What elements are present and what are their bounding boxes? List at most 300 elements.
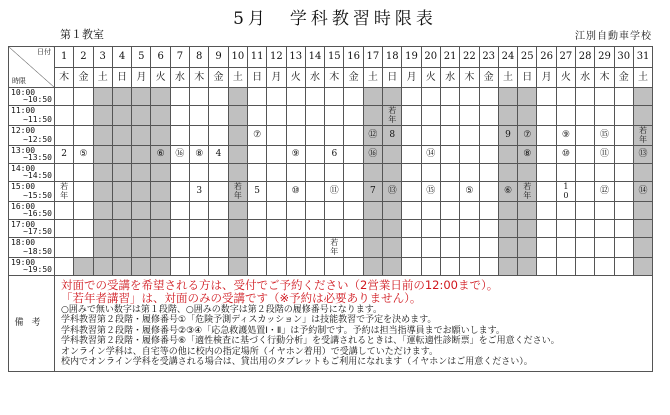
empty-cell [344,106,363,126]
period-time [9,258,55,276]
empty-cell [267,220,286,238]
header-corner [9,47,55,88]
empty-cell [479,202,498,220]
empty-cell [421,258,440,276]
empty-cell [576,182,595,202]
empty-cell [151,258,170,276]
lesson-cell [595,182,614,202]
lesson-number: ⑥ [156,149,165,159]
empty-cell [190,126,209,146]
empty-cell [190,106,209,126]
empty-cell [595,106,614,126]
empty-cell [305,220,324,238]
empty-cell [112,146,131,164]
empty-cell [267,88,286,106]
note-line-5: オンライン学科は、自宅等の他に校内の指定場所（イヤホン着用）で受講していただけます。 [61,346,439,357]
period-time [9,146,55,164]
empty-cell [421,126,440,146]
weekday-label: 水 [305,68,324,88]
lesson-number: 若年 [388,106,397,124]
empty-cell [402,258,421,276]
lesson-cell [595,126,614,146]
empty-cell [344,88,363,106]
note-reservation: 対面での受講を希望される方は、受付でご予約ください（2営業日前の12:00まで）。 [61,278,499,292]
empty-cell [286,202,305,220]
empty-cell [518,238,537,258]
corner-period-label: 時限 [12,77,26,85]
notes-row [9,276,653,372]
empty-cell [479,164,498,182]
day-number: 5 [132,47,151,68]
empty-cell [151,182,170,202]
empty-cell [325,88,344,106]
empty-cell [595,258,614,276]
period-time [9,182,55,202]
lesson-cell [286,146,305,164]
empty-cell [286,106,305,126]
day-number: 24 [498,47,517,68]
empty-cell [93,220,112,238]
empty-cell [267,126,286,146]
day-number: 29 [595,47,614,68]
empty-cell [498,164,517,182]
lesson-cell [190,146,209,164]
lesson-cell [556,182,575,202]
empty-cell [440,238,459,258]
lesson-number: ⑬ [638,149,648,159]
day-number: 8 [190,47,209,68]
empty-cell [190,88,209,106]
empty-cell [402,146,421,164]
weekday-label: 火 [286,68,305,88]
day-number: 13 [286,47,305,68]
empty-cell [421,164,440,182]
empty-cell [112,238,131,258]
weekday-label: 月 [402,68,421,88]
empty-cell [518,220,537,238]
period-time [9,126,55,146]
empty-cell [132,238,151,258]
empty-cell [537,182,556,202]
day-number: 15 [325,47,344,68]
empty-cell [74,238,93,258]
empty-cell [286,238,305,258]
period-end-time: ~10:50 [23,95,52,104]
empty-cell [576,220,595,238]
empty-cell [537,238,556,258]
empty-cell [247,88,266,106]
empty-cell [537,202,556,220]
lesson-cell [498,126,517,146]
empty-cell [74,220,93,238]
empty-cell [537,258,556,276]
lesson-cell [633,146,652,164]
empty-cell [460,202,479,220]
day-number: 11 [247,47,266,68]
period-row [9,88,653,106]
lesson-number: 6 [331,149,338,159]
empty-cell [55,238,74,258]
weekday-label: 金 [344,68,363,88]
lesson-number: ⑪ [329,186,339,196]
period-row [9,182,653,202]
empty-cell [228,164,247,182]
empty-cell [228,258,247,276]
empty-cell [402,220,421,238]
empty-cell [55,220,74,238]
lesson-number: 若年 [639,126,648,144]
lesson-number: ⑤ [79,149,88,159]
empty-cell [286,88,305,106]
note-line-6: 校内でオンライン学科を受講される場合は、貸出用のタブレットもご利用になれます（イヤホンはご用意ください）。 [61,357,533,368]
empty-cell [576,106,595,126]
empty-cell [498,202,517,220]
empty-cell [614,164,633,182]
day-number: 3 [93,47,112,68]
note-line-3: 学科教習第２段階・履修番号②③④「応急救護処置Ⅰ・Ⅱ」は予約制です。予約は担当指導員までお願いします。 [61,325,505,336]
empty-cell [479,126,498,146]
empty-cell [576,238,595,258]
day-number: 1 [55,47,74,68]
weekday-label: 木 [460,68,479,88]
empty-cell [402,88,421,106]
lesson-cell [383,182,402,202]
empty-cell [460,220,479,238]
empty-cell [132,88,151,106]
weekday-label: 土 [498,68,517,88]
empty-cell [440,258,459,276]
empty-cell [344,258,363,276]
empty-cell [132,164,151,182]
empty-cell [498,146,517,164]
empty-cell [325,220,344,238]
empty-cell [633,106,652,126]
empty-cell [151,126,170,146]
empty-cell [556,258,575,276]
empty-cell [132,258,151,276]
lesson-number: ⑤ [465,186,474,196]
empty-cell [344,202,363,220]
empty-cell [479,258,498,276]
empty-cell [286,258,305,276]
empty-cell [93,238,112,258]
weekday-label: 日 [518,68,537,88]
lesson-cell [325,238,344,258]
lesson-number: 8 [389,130,396,140]
lesson-number: 若年 [233,182,242,200]
empty-cell [170,202,189,220]
empty-cell [112,258,131,276]
empty-cell [460,238,479,258]
empty-cell [325,164,344,182]
empty-cell [55,88,74,106]
empty-cell [498,238,517,258]
empty-cell [112,220,131,238]
empty-cell [402,106,421,126]
empty-cell [440,146,459,164]
day-number: 27 [556,47,575,68]
empty-cell [132,106,151,126]
empty-cell [498,88,517,106]
empty-cell [190,164,209,182]
empty-cell [247,258,266,276]
lesson-number: ⑧ [195,149,204,159]
empty-cell [614,182,633,202]
period-start-time: 13:00 [11,146,36,155]
lesson-cell [325,182,344,202]
day-number: 18 [383,47,402,68]
note-youth-course: 「若年者講習」は、対面のみの受講です（※予約は必要ありません）。 [61,291,422,305]
empty-cell [132,182,151,202]
empty-cell [633,258,652,276]
lesson-cell [421,146,440,164]
lesson-cell [518,146,537,164]
lesson-number: 5 [254,186,260,196]
empty-cell [595,220,614,238]
lesson-cell [518,182,537,202]
lesson-cell [151,146,170,164]
weekday-label: 土 [633,68,652,88]
empty-cell [190,238,209,258]
lesson-number: ⑮ [599,130,609,140]
period-start-time: 18:00 [11,238,36,247]
empty-cell [363,106,382,126]
period-row [9,106,653,126]
empty-cell [383,146,402,164]
empty-cell [518,88,537,106]
lesson-cell [74,146,93,164]
lesson-cell [421,182,440,202]
lesson-number: 2 [61,149,68,159]
empty-cell [74,106,93,126]
empty-cell [228,146,247,164]
lesson-cell [363,126,382,146]
empty-cell [112,202,131,220]
lesson-cell [383,126,402,146]
empty-cell [228,202,247,220]
empty-cell [247,220,266,238]
empty-cell [383,238,402,258]
lesson-number: ⑦ [523,130,532,140]
day-number: 17 [363,47,382,68]
empty-cell [247,146,266,164]
empty-cell [209,238,228,258]
empty-cell [286,126,305,146]
empty-cell [344,182,363,202]
empty-cell [440,182,459,202]
empty-cell [479,220,498,238]
empty-cell [498,220,517,238]
lesson-number: 10 [563,182,569,200]
empty-cell [363,238,382,258]
period-end-time: ~13:50 [23,153,52,162]
lesson-cell [55,182,74,202]
weekday-label: 金 [479,68,498,88]
lesson-number: 若年 [330,238,339,256]
empty-cell [344,220,363,238]
empty-cell [247,238,266,258]
empty-cell [633,164,652,182]
empty-cell [325,202,344,220]
empty-cell [383,164,402,182]
empty-cell [383,202,402,220]
lesson-number: ⑪ [599,149,609,159]
day-number: 12 [267,47,286,68]
period-start-time: 11:00 [11,106,36,115]
empty-cell [595,202,614,220]
empty-cell [460,106,479,126]
lesson-number: ⑮ [426,186,436,196]
empty-cell [518,106,537,126]
notes-label: 備考 [9,276,55,372]
empty-cell [633,220,652,238]
empty-cell [170,106,189,126]
empty-cell [556,88,575,106]
empty-cell [267,238,286,258]
empty-cell [556,106,575,126]
lesson-number: ⑫ [599,186,609,196]
empty-cell [151,88,170,106]
lesson-cell [325,146,344,164]
empty-cell [74,164,93,182]
empty-cell [537,88,556,106]
lesson-number: ⑦ [253,130,262,140]
school-name: 江別自動車学校 [575,31,652,42]
empty-cell [421,106,440,126]
weekday-label: 土 [228,68,247,88]
day-number: 23 [479,47,498,68]
day-header-row [9,47,653,68]
empty-cell [383,258,402,276]
day-number: 20 [421,47,440,68]
empty-cell [305,238,324,258]
empty-cell [74,126,93,146]
lesson-number: 若年 [60,182,69,200]
note-line-2: 学科教習第２段階・履修番号①「危険予測ディスカッション」は技能教習で予定を決めます。 [61,315,437,326]
period-time [9,106,55,126]
empty-cell [286,164,305,182]
lesson-cell [190,182,209,202]
note-line-1: ○囲みで無い数字は第１段階、○囲みの数字は第２段階の履修番号になります。 [61,305,382,315]
empty-cell [170,238,189,258]
lesson-cell [363,182,382,202]
lesson-cell [498,182,517,202]
empty-cell [576,126,595,146]
empty-cell [460,164,479,182]
empty-cell [112,106,131,126]
lesson-number: ⑥ [503,186,513,196]
empty-cell [460,258,479,276]
empty-cell [132,126,151,146]
empty-cell [228,126,247,146]
empty-cell [363,164,382,182]
lesson-cell [363,146,382,164]
period-start-time: 14:00 [11,164,36,173]
day-number: 10 [228,47,247,68]
empty-cell [325,258,344,276]
empty-cell [151,164,170,182]
period-time [9,238,55,258]
empty-cell [55,106,74,126]
page-title: 5月 学科教習時限表 [233,9,437,29]
empty-cell [151,202,170,220]
period-start-time: 12:00 [11,126,36,135]
empty-cell [209,126,228,146]
empty-cell [170,88,189,106]
empty-cell [556,202,575,220]
weekday-label: 土 [93,68,112,88]
period-end-time: ~14:50 [23,171,52,180]
period-row [9,126,653,146]
day-number: 16 [344,47,363,68]
empty-cell [209,182,228,202]
empty-cell [576,146,595,164]
period-start-time: 19:00 [11,258,36,267]
empty-cell [363,202,382,220]
lesson-cell [228,182,247,202]
period-end-time: ~11:50 [23,115,52,124]
empty-cell [112,164,131,182]
day-number: 9 [209,47,228,68]
empty-cell [93,202,112,220]
empty-cell [170,220,189,238]
empty-cell [556,164,575,182]
lesson-cell [286,182,305,202]
lesson-number: ⑬ [387,186,397,196]
empty-cell [595,88,614,106]
notes-cell [55,276,653,372]
lesson-number: 4 [215,149,222,159]
day-number: 7 [170,47,189,68]
empty-cell [228,106,247,126]
period-end-time: ~18:50 [23,247,52,256]
empty-cell [93,164,112,182]
empty-cell [151,238,170,258]
empty-cell [440,220,459,238]
empty-cell [537,220,556,238]
empty-cell [190,220,209,238]
lesson-number: 若年 [523,182,532,200]
weekday-label: 日 [247,68,266,88]
empty-cell [112,182,131,202]
empty-cell [595,238,614,258]
empty-cell [93,182,112,202]
empty-cell [209,202,228,220]
lesson-number: ⑩ [291,186,300,196]
weekday-label: 木 [55,68,74,88]
empty-cell [344,146,363,164]
empty-cell [170,164,189,182]
empty-cell [614,106,633,126]
lesson-number: 3 [196,186,203,196]
day-number: 21 [440,47,459,68]
empty-cell [576,202,595,220]
empty-cell [576,164,595,182]
weekday-label: 日 [383,68,402,88]
weekday-label: 月 [537,68,556,88]
empty-cell [267,146,286,164]
empty-cell [614,88,633,106]
empty-cell [112,88,131,106]
empty-cell [344,164,363,182]
weekday-label: 水 [576,68,595,88]
period-end-time: ~17:50 [23,227,52,236]
empty-cell [344,238,363,258]
empty-cell [440,88,459,106]
lesson-cell [55,146,74,164]
empty-cell [247,202,266,220]
lesson-number: ⑨ [291,149,300,159]
